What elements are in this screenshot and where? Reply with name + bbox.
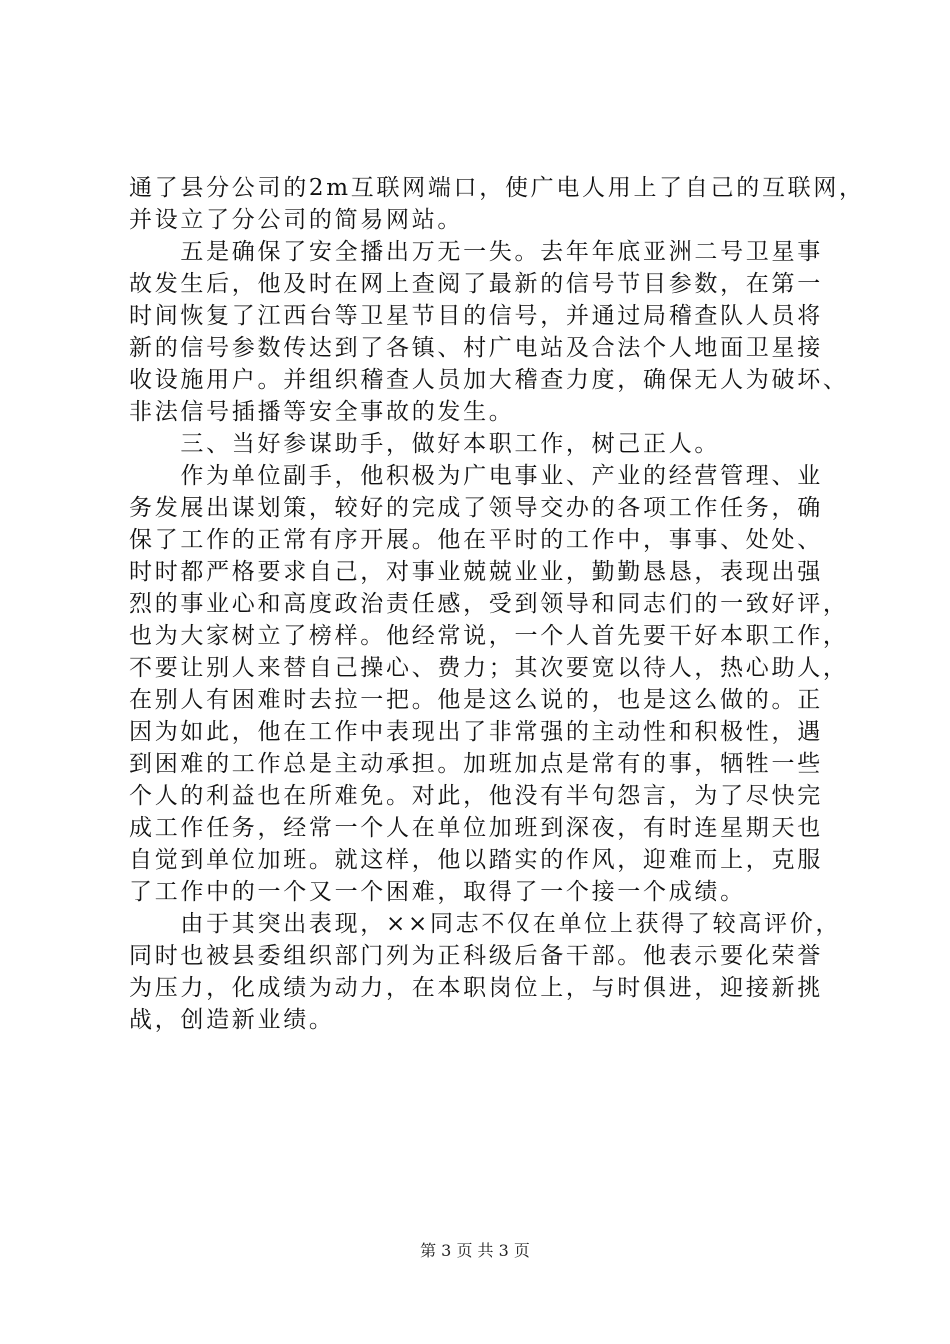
text-line: 也为大家树立了榜样。他经常说，一个人首先要干好本职工作， bbox=[129, 623, 849, 649]
text-line: 非法信号插播等安全事故的发生。 bbox=[129, 399, 515, 425]
text-line: 通了县分公司的2m互联网端口，使广电人用上了自己的互联网， bbox=[129, 175, 865, 201]
text-line: 自觉到单位加班。就这样，他以踏实的作风，迎难而上，克服 bbox=[129, 847, 823, 873]
text-line: 为压力，化成绩为动力，在本职岗位上，与时俱进，迎接新挑 bbox=[129, 975, 823, 1001]
text-line: 烈的事业心和高度政治责任感，受到领导和同志们的一致好评， bbox=[129, 591, 849, 617]
text-line: 不要让别人来替自己操心、费力；其次要宽以待人，热心助人， bbox=[129, 655, 849, 681]
text-line: 五是确保了安全播出万无一失。去年年底亚洲二号卫星事 bbox=[129, 239, 823, 265]
text-line: 作为单位副手，他积极为广电事业、产业的经营管理、业 bbox=[129, 463, 823, 489]
text-line: 新的信号参数传达到了各镇、村广电站及合法个人地面卫星接 bbox=[129, 335, 823, 361]
text-line: 成工作任务，经常一个人在单位加班到深夜，有时连星期天也 bbox=[129, 815, 823, 841]
text-line: 到困难的工作总是主动承担。加班加点是常有的事，牺牲一些 bbox=[129, 751, 823, 777]
text-line: 时间恢复了江西台等卫星节目的信号，并通过局稽查队人员将 bbox=[129, 303, 823, 329]
section-heading: 三、当好参谋助手，做好本职工作，树己正人。 bbox=[129, 431, 721, 457]
text-line: 个人的利益也在所难免。对此，他没有半句怨言，为了尽快完 bbox=[129, 783, 823, 809]
text-line: 并设立了分公司的简易网站。 bbox=[129, 207, 464, 233]
text-line: 在别人有困难时去拉一把。他是这么说的，也是这么做的。正 bbox=[129, 687, 823, 713]
text-line: 因为如此，他在工作中表现出了非常强的主动性和积极性，遇 bbox=[129, 719, 823, 745]
page-footer bbox=[0, 1239, 950, 1263]
text-line: 同时也被县委组织部门列为正科级后备干部。他表示要化荣誉 bbox=[129, 943, 823, 969]
text-line: 务发展出谋划策，较好的完成了领导交办的各项工作任务，确 bbox=[129, 495, 823, 521]
text-line: 保了工作的正常有序开展。他在平时的工作中，事事、处处、 bbox=[129, 527, 823, 553]
text-line: 战，创造新业绩。 bbox=[129, 1007, 335, 1033]
text-line: 由于其突出表现，××同志不仅在单位上获得了较高评价， bbox=[129, 911, 842, 937]
text-line: 收设施用户。并组织稽查人员加大稽查力度，确保无人为破坏、 bbox=[129, 367, 849, 393]
document-body bbox=[129, 172, 865, 1036]
text-line: 时时都严格要求自己，对事业兢兢业业，勤勤恳恳，表现出强 bbox=[129, 559, 823, 585]
text-line: 了工作中的一个又一个困难，取得了一个接一个成绩。 bbox=[129, 879, 746, 905]
text-line: 故发生后，他及时在网上查阅了最新的信号节目参数，在第一 bbox=[129, 271, 823, 297]
page-number: 第 3 页 共 3 页 bbox=[420, 1241, 530, 1260]
